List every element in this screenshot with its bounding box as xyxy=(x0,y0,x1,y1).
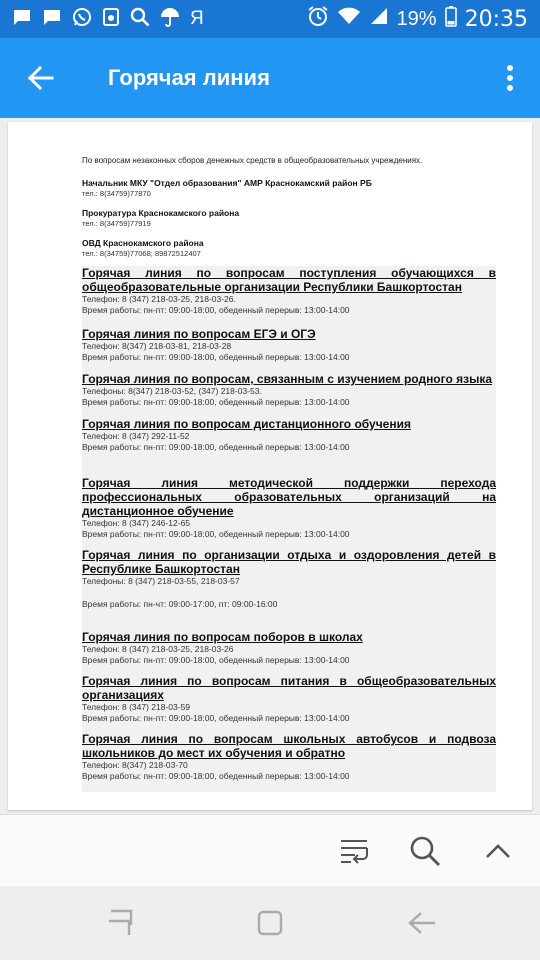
hotline-phone: Телефоны: 8 (347) 218-03-55, 218-03-57 xyxy=(82,576,240,586)
message-icon xyxy=(42,8,62,31)
hotline-item xyxy=(82,417,496,453)
hotline-item xyxy=(82,266,496,316)
text-wrap-icon xyxy=(339,838,369,864)
page-title: Горячая линия xyxy=(108,65,270,90)
yandex-icon: Я xyxy=(190,8,204,29)
back-icon xyxy=(407,910,437,936)
app-bar xyxy=(0,38,540,118)
hotline-item xyxy=(82,674,496,724)
recent-apps-icon xyxy=(107,909,133,937)
contact-name: Прокуратура Краснокамского района xyxy=(82,208,240,218)
battery-icon xyxy=(445,5,457,33)
more-vert-icon xyxy=(506,64,514,92)
hotline-phone: Телефон: 8 (347) 218-03-59 xyxy=(82,702,191,712)
contact-name: Начальник МКУ "Отдел образования" АМР Краснокамский район РБ xyxy=(82,178,372,188)
hotline-hours: Время работы: пн-пт: 09:00-18:00, обеденный перерыв: 13:00-14:00 xyxy=(82,442,350,452)
contact-item xyxy=(82,208,502,228)
hotline-title[interactable]: Горячая линия по вопросам ЕГЭ и ОГЭ xyxy=(82,327,316,341)
back-nav-button[interactable] xyxy=(398,899,446,947)
hotline-item xyxy=(82,327,496,363)
hotline-phone: Телефон: 8 (347) 292-11-52 xyxy=(82,431,190,441)
hotline-phone: Телефон: 8 (347) 218-03-25, 218-03-26. xyxy=(82,294,236,304)
contact-tel: тел.: 8(34759)77068; 89872512407 xyxy=(82,249,201,258)
contact-item xyxy=(82,238,502,258)
status-bar xyxy=(0,0,540,38)
message-icon xyxy=(12,8,32,31)
hotline-title[interactable]: Горячая линия по вопросам, связанным с изучением родного языка xyxy=(82,372,493,386)
document-viewer[interactable] xyxy=(0,118,540,814)
wifi-icon xyxy=(337,6,361,32)
chevron-up-icon xyxy=(485,843,511,859)
bottom-toolbar xyxy=(0,814,540,886)
arrow-left-icon xyxy=(26,64,54,92)
signal-icon xyxy=(369,6,389,32)
hotline-phone: Телефон: 8 (347) 246-12-65 xyxy=(82,518,191,528)
back-button[interactable] xyxy=(0,38,80,118)
hotline-title[interactable]: Горячая линия по вопросам школьных автобусов и подвоза школьников до мест их обучения и обратно xyxy=(82,732,496,760)
hotline-title[interactable]: Горячая линия по вопросам дистанционного обучения xyxy=(82,417,411,431)
document-page xyxy=(8,122,532,810)
hotline-title[interactable]: Горячая линия методической поддержки перехода профессиональных образовательных организаций на дистанционное обучение xyxy=(82,476,496,518)
search-icon xyxy=(409,835,441,867)
contact-tel: тел.: 8(34759)77919 xyxy=(82,219,151,228)
hotline-hours: Время работы: пн-пт: 09:00-18:00, обеденный перерыв: 13:00-14:00 xyxy=(82,713,350,723)
clock: 20:35 xyxy=(464,6,528,32)
hotlines-block xyxy=(82,266,496,792)
intro-text: По вопросам незаконных сборов денежных средств в общеобразовательных учреждениях. xyxy=(82,156,423,165)
hotline-phone: Телефон: 8(347) 218-03-70 xyxy=(82,760,188,770)
hotline-item xyxy=(82,548,496,610)
hotline-title[interactable]: Горячая линия по вопросам поборов в школах xyxy=(82,630,363,644)
hotline-phone: Телефоны: 8(347) 218-03-52, (347) 218-03-53. xyxy=(82,386,262,396)
contact-tel: тел.: 8(34759)77870 xyxy=(82,189,151,198)
hotline-hours: Время работы: пн-пт: 09:00-18:00, обеденный перерыв: 13:00-14:00 xyxy=(82,397,350,407)
hotline-title[interactable]: Горячая линия по вопросам питания в общеобразовательных организациях xyxy=(82,674,496,702)
search-icon xyxy=(130,7,150,32)
hotline-phone: Телефон: 8 (347) 218-03-25, 218-03-26 xyxy=(82,644,234,654)
contact-name: ОВД Краснокамского района xyxy=(82,238,204,248)
hotline-hours: Время работы: пн-пт: 09:00-18:00, обеденный перерыв: 13:00-14:00 xyxy=(82,352,350,362)
system-status xyxy=(307,5,528,33)
hotline-hours: Время работы: пн-пт: 09:00-18:00, обеденный перерыв: 13:00-14:00 xyxy=(82,529,350,539)
text-wrap-button[interactable] xyxy=(330,827,378,875)
home-button[interactable] xyxy=(246,899,294,947)
hotline-item xyxy=(82,630,496,666)
hotline-title[interactable]: Горячая линия по вопросам поступления обучающихся в общеобразовательные организации Республики Башкортостан xyxy=(82,266,496,294)
hotline-hours: Время работы: пн-пт: 09:00-18:00, обеденный перерыв: 13:00-14:00 xyxy=(82,305,350,315)
whatsapp-icon xyxy=(72,7,92,32)
contact-item xyxy=(82,178,502,198)
home-icon xyxy=(257,910,283,936)
recent-apps-button[interactable] xyxy=(96,899,144,947)
notification-icons xyxy=(12,7,204,32)
hotline-item xyxy=(82,372,496,408)
hotline-title[interactable]: Горячая линия по организации отдыха и оздоровления детей в Республике Башкортостан xyxy=(82,548,496,576)
umbrella-icon xyxy=(160,7,180,32)
hotline-phone: Телефон: 8(347) 218-03-81, 218-03-28 xyxy=(82,341,232,351)
search-button[interactable] xyxy=(401,827,449,875)
hotline-hours: Время работы: пн-чт: 09:00-17:00, пт: 09:00-16:00 xyxy=(82,599,278,609)
alarm-icon xyxy=(307,5,329,33)
photo-settings-icon xyxy=(102,7,120,32)
hotline-hours: Время работы: пн-пт: 09:00-18:00, обеденный перерыв: 13:00-14:00 xyxy=(82,771,350,781)
overflow-menu-button[interactable] xyxy=(480,38,540,118)
scroll-up-button[interactable] xyxy=(474,827,522,875)
hotline-item xyxy=(82,476,496,540)
system-nav-bar xyxy=(0,886,540,960)
hotline-hours: Время работы: пн-пт: 09:00-18:00, обеденный перерыв: 13:00-14:00 xyxy=(82,655,350,665)
hotline-item xyxy=(82,732,496,782)
battery-percentage: 19% xyxy=(396,7,437,30)
